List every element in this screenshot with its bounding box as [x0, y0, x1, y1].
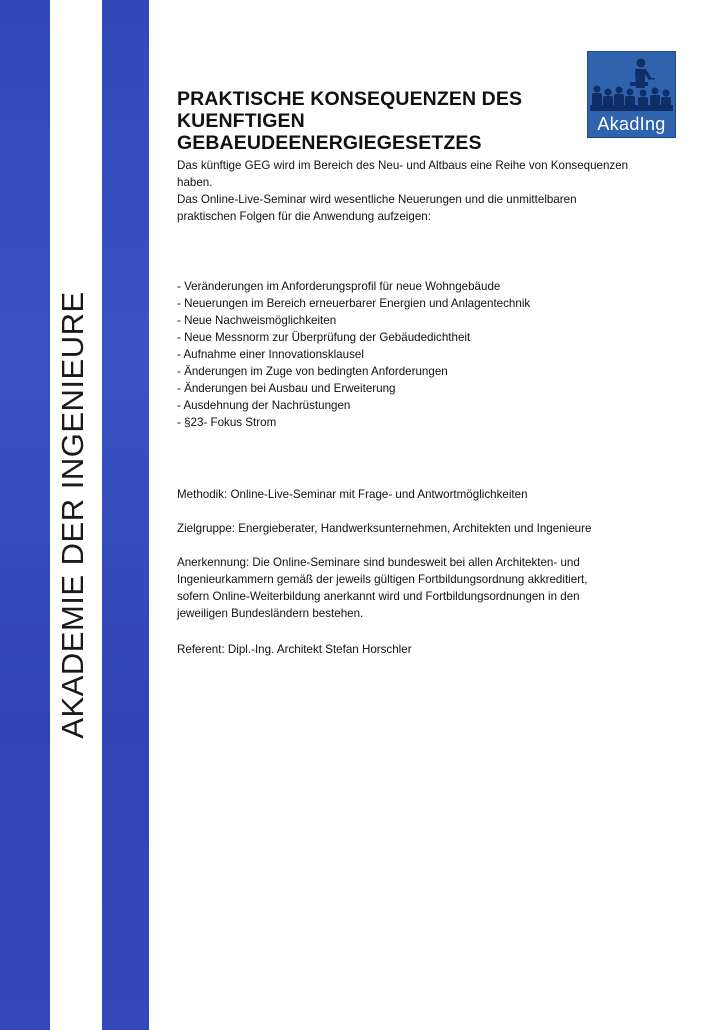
- list-item: - Aufnahme einer Innovationsklausel: [177, 348, 364, 361]
- logo-text: AkadIng: [597, 114, 666, 134]
- list-item: - Änderungen im Zuge von bedingten Anforderungen: [177, 365, 448, 378]
- list-item: - Veränderungen im Anforderungsprofil für neue Wohngebäude: [177, 280, 501, 293]
- list-item: - §23- Fokus Strom: [177, 416, 277, 429]
- intro-paragraph-1: Das künftige GEG wird im Bereich des Neu- und Altbaus eine Reihe von Konsequenzen haben.: [177, 159, 629, 189]
- sidebar-band-right: [102, 0, 149, 1030]
- audience-silhouette-icon: [588, 52, 675, 114]
- list-item: - Ausdehnung der Nachrüstungen: [177, 399, 351, 412]
- list-item: - Neue Messnorm zur Überprüfung der Gebäudedichtheit: [177, 331, 471, 344]
- zielgruppe-text: Zielgruppe: Energieberater, Handwerksunternehmen, Architekten und Ingenieure: [177, 522, 592, 535]
- feature-list: [177, 278, 530, 431]
- vertical-title: AKADEMIE DER INGENIEURE: [55, 291, 90, 739]
- akading-logo: [587, 51, 676, 138]
- anerkennung-text: Anerkennung: Die Online-Seminare sind bundesweit bei allen Architekten- und Ingenieurkammern gemäß der jeweils gültigen Fortbildungsordnung akkreditiert, sofern Online-Weiterbildung anerkannt wird und Fortbildungsordnungen in den jeweiligen Bundesländern bestehen.: [177, 556, 588, 620]
- list-item: - Neuerungen im Bereich erneuerbarer Energien und Anlagentechnik: [177, 297, 531, 310]
- list-item: - Neue Nachweismöglichkeiten: [177, 314, 337, 327]
- methodik-text: Methodik: Online-Live-Seminar mit Frage- und Antwortmöglichkeiten: [177, 488, 528, 501]
- page-title: PRAKTISCHE KONSEQUENZEN DES KUENFTIGEN GEBAEUDEENERGIEGESETZES: [177, 88, 523, 154]
- referent-text: Referent: Dipl.-Ing. Architekt Stefan Horschler: [177, 643, 412, 656]
- sidebar-band-left: [0, 0, 50, 1030]
- intro-paragraph-2: Das Online-Live-Seminar wird wesentliche Neuerungen und die unmittelbaren praktischen Folgen für die Anwendung aufzeigen:: [177, 193, 577, 223]
- list-item: - Änderungen bei Ausbau und Erweiterung: [177, 382, 396, 395]
